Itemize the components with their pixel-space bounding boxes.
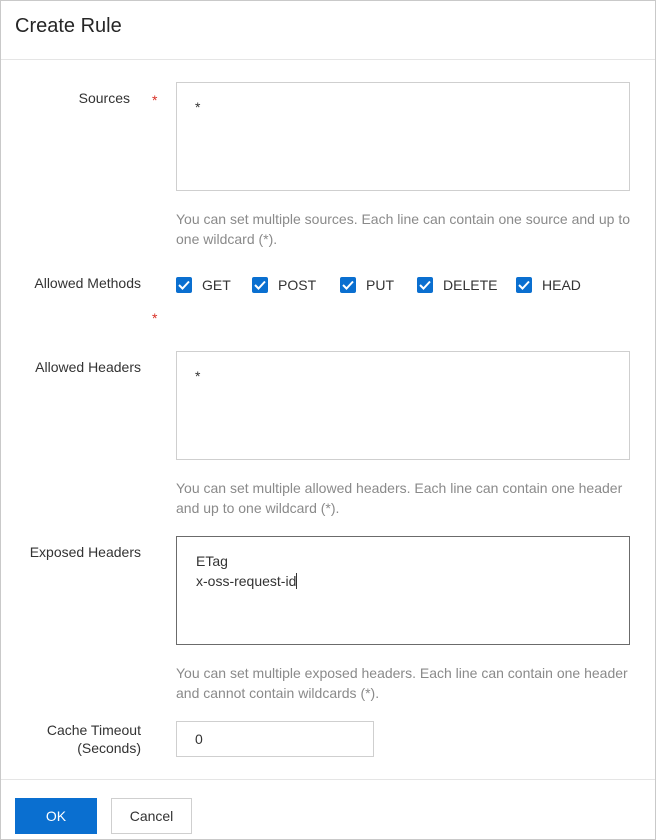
cache-timeout-input[interactable]: [176, 721, 374, 757]
allowed-headers-help-text: You can set multiple allowed headers. Each line can contain one header and up to one wildcard (*).: [176, 480, 623, 516]
cancel-button[interactable]: Cancel: [111, 798, 192, 834]
checkmark-icon: [252, 277, 268, 293]
method-put-label: PUT: [366, 277, 394, 293]
exposed-headers-line: ETag: [196, 553, 228, 569]
dialog-title: Create Rule: [15, 15, 122, 37]
method-head-label: HEAD: [542, 277, 581, 293]
text-cursor: [296, 573, 297, 589]
allowed-methods-label: Allowed Methods: [34, 275, 141, 291]
cache-timeout-label: [11, 721, 141, 757]
checkmark-icon: [417, 277, 433, 293]
method-post-checkbox[interactable]: [252, 275, 316, 295]
exposed-headers-label: Exposed Headers: [29, 544, 141, 560]
checkmark-icon: [340, 277, 356, 293]
sources-required-mark: *: [152, 92, 158, 108]
sources-value: *: [195, 99, 201, 115]
sources-help-text: You can set multiple sources. Each line can contain one source and up to one wildcard (*).: [176, 211, 630, 247]
allowed-headers-label: Allowed Headers: [35, 359, 141, 375]
method-put-checkbox[interactable]: [340, 275, 394, 295]
sources-label: Sources: [78, 90, 130, 106]
footer-divider: [1, 779, 655, 780]
method-get-label: GET: [202, 277, 231, 293]
method-get-checkbox[interactable]: [176, 275, 231, 295]
allowed-headers-textarea[interactable]: [176, 351, 630, 460]
cache-timeout-label-line1: Cache Timeout: [46, 722, 141, 738]
exposed-headers-line: x-oss-request-id: [196, 573, 297, 589]
allowed-methods-required-mark: *: [152, 310, 158, 326]
method-delete-checkbox[interactable]: [417, 275, 497, 295]
method-post-label: POST: [278, 277, 317, 293]
checkmark-icon: [516, 277, 532, 293]
dialog-header: [1, 1, 655, 60]
allowed-headers-value: *: [195, 368, 201, 384]
method-delete-label: DELETE: [443, 277, 498, 293]
exposed-headers-textarea[interactable]: [176, 536, 630, 645]
cache-timeout-value: 0: [195, 731, 203, 747]
exposed-headers-help-text: You can set multiple exposed headers. Each line can contain one header and cannot contain wildcards (*).: [176, 665, 628, 701]
method-head-checkbox[interactable]: [516, 275, 581, 295]
cache-timeout-label-line2: (Seconds): [77, 740, 141, 756]
checkmark-icon: [176, 277, 192, 293]
sources-textarea[interactable]: [176, 82, 630, 191]
ok-button[interactable]: OK: [15, 798, 97, 834]
